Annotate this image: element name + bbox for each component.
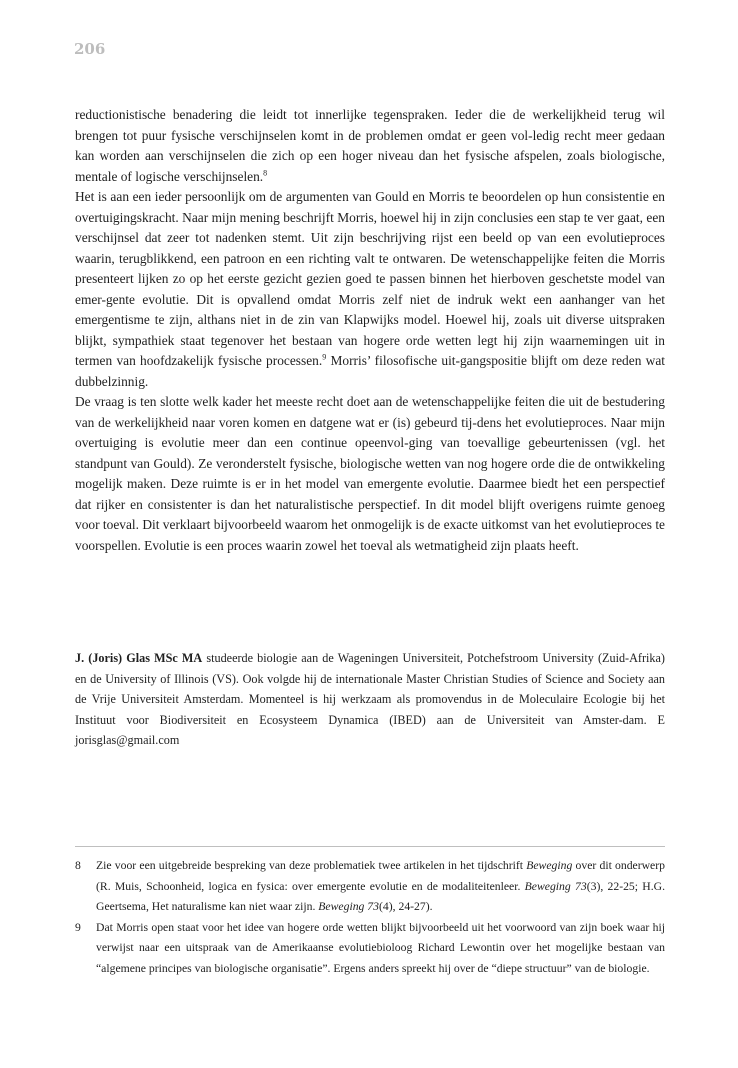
paragraph-2-text-end: Morris’ filosofische uit-gangspositie blijft om deze reden wat dubbelzinnig. — [75, 353, 665, 389]
footnote-8-part-1: Zie voor een uitgebreide bespreking van deze problematiek twee artikelen in het tijdschrift — [96, 859, 527, 872]
footnotes — [75, 856, 665, 979]
paragraph-2-text: Het is aan een ieder persoonlijk om de argumenten van Gould en Morris te beoordelen op hun consistentie en overtuigingskracht. Naar mijn mening beschrijft Morris, hoewel hij in zijn conclusies een stap te ver gaat, een verschijnsel dat zeer tot nadenken stemt. Uit zijn beschrijving rijst een beeld op van een evolutieproces waarin, terugblikkend, een patroon en een richting valt te ontwaren. De wetenschappelijke feiten die Morris presenteert lijken zo op het eerste gezicht gezien goed te passen binnen het hierboven geschetste model van emer-gente evolutie. Dit is opvallend omdat Morris zelf niet de indruk wekt een aanhanger van het emergentisme te zijn, althans niet in de zin van Klapwijks model. Hoewel hij, zoals uit diverse uitspraken blijkt, sympathiek staat tegenover het bestaan van hogere orde wetten legt hij zijn waarnemingen uit in termen van hoofdzakelijk fysische processen. — [75, 189, 665, 368]
footnote-ref-9[interactable]: 9 — [322, 352, 327, 362]
paragraph-1 — [75, 105, 665, 187]
author-bio-text: studeerde biologie aan de Wageningen Universiteit, Potchefstroom University (Zuid-Afrika) en de University of Illinois (VS). Ook volgde hij de internationale Master Christian Studies of Science and Society aan de Vrije Universiteit Amsterdam. Momenteel is hij werkzaam als promovendus in de Moleculaire Ecologie bij het Instituut voor Biodiversiteit en Ecosysteem Dynamica (IBED) aan de Universiteit van Amster-dam. E jorisglas@gmail.com — [75, 651, 665, 747]
footnote-text: Dat Morris open staat voor het idee van hogere orde wetten blijkt bijvoorbeeld uit het voorwoord van zijn boek waar hij verwijst naar een uitspraak van de Amerikaanse evolutiebioloog Richard Lewontin over het mogelijke bestaan van “algemene principes van biologische organisatie”. Ergens anders spreekt hij over de “diepe structuur” van de biologie. — [96, 920, 665, 975]
footnote-8-journal-2: Beweging 73 — [524, 879, 587, 893]
footnote-8-journal-3: Beweging 73 — [318, 900, 379, 913]
main-text — [75, 105, 665, 556]
footnote-ref-8[interactable]: 8 — [263, 168, 268, 178]
paragraph-2 — [75, 187, 665, 392]
page-number: 206 — [74, 40, 106, 58]
footnote-8-part-4: (4), 24-27). — [379, 900, 433, 913]
footnote-8-part-3: (3), 22-25; H.G. Geertsema, Het naturalisme kan niet waar zijn. — [96, 879, 666, 913]
footnote-8-part-2: over dit onderwerp (R. Muis, Schoonheid, logica en fysica: over emergente evolutie en de modaliteitenleer. — [96, 859, 665, 893]
paragraph-1-text: reductionistische benadering die leidt tot innerlijke tegenspraken. Ieder die de werkelijkheid terug wil brengen tot puur fysische verschijnselen komt in de problemen omdat er geen vol-ledig recht meer gedaan kan worden aan verschijnselen die zich op een hoger niveau dan het fysische afspelen, zoals biologische, mentale of logische verschijnselen. — [75, 107, 665, 184]
footnote-8-journal-1: Beweging — [526, 859, 573, 872]
paragraph-3 — [75, 392, 665, 556]
author-name: J. (Joris) Glas MSc MA — [75, 651, 203, 665]
footnote-8 — [75, 856, 665, 918]
footnote-divider — [75, 846, 665, 847]
paragraph-3-text: De vraag is ten slotte welk kader het meeste recht doet aan de wetenschappelijke feiten die uit de bestudering van de werkelijkheid naar voren komen en datgene wat er (is) gebeurd tij-dens het evolutieproces. Naar mijn overtuiging is evolutie meer dan een continue opeenvol-ging van toevallige gebeurtenissen (vgl. het standpunt van Gould). Ze veronderstelt fysische, biologische wetten van nog hogere orde die de ontwikkeling mogelijk maken. Deze ruimte is er in het model van emergente evolutie. Daarmee biedt het een perspectief dat rijker en consistenter is dan het naturalistische perspectief. In dit model blijft overigens ruimte genoeg voor toeval. Dit verklaart bijvoorbeeld waarom het onmogelijk is de exacte uitkomst van het evolutieproces te voorspellen. Evolutie is een proces waarin zowel het toeval als wetmatigheid zijn plaats heeft. — [75, 394, 665, 553]
footnote-9 — [75, 918, 665, 980]
author-bio — [75, 648, 665, 751]
footnote-number: 9 — [75, 920, 81, 934]
footnote-text — [96, 856, 665, 918]
footnote-number: 8 — [75, 859, 81, 872]
